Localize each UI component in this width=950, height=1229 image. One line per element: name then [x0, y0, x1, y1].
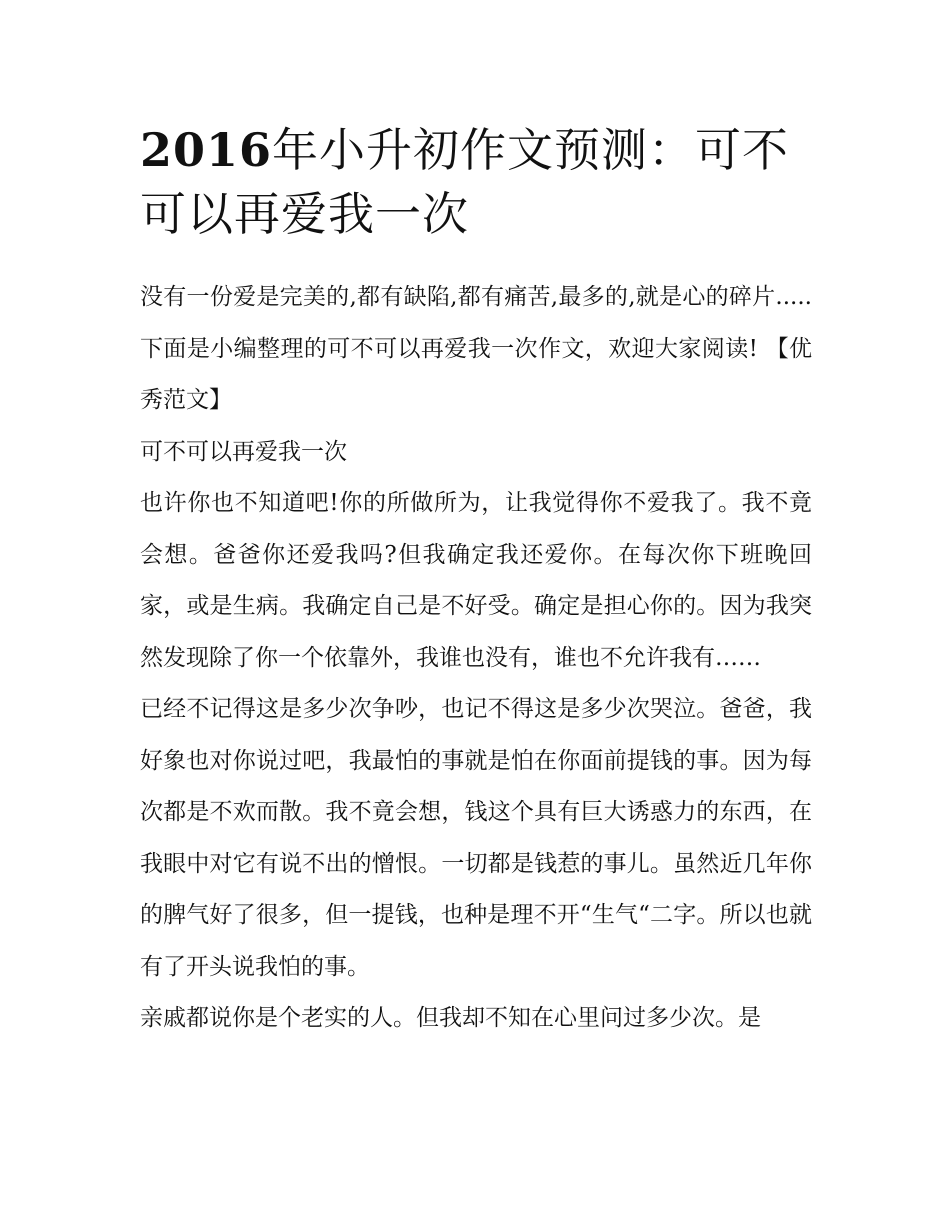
- essay-heading: 可不可以再爱我一次: [140, 438, 347, 465]
- body-paragraph: 已经不记得这是多少次争吵，也记不得这是多少次哭泣。爸爸，我好象也对你说过吧，我最怕的事就是怕在你面前提钱的事。因为每次都是不欢而散。我不竟会想，钱这个具有巨大诱惑力的东西，在我眼中对它有说不出的憎恨。一切都是钱惹的事儿。虽然近几年你的脾气好了很多，但一提钱，也种是理不开“生气“二字。所以也就有了开头说我怕的事。: [140, 696, 812, 980]
- intro-paragraph: 没有一份爱是完美的,都有缺陷,都有痛苦,最多的,就是心的碎片.....下面是小编整理的可不可以再爱我一次作文，欢迎大家阅读! 【优秀范文】: [140, 284, 812, 413]
- title-text: 年小升初作文预测：可不可以再爱我一次: [140, 123, 790, 241]
- title-year: 2016: [140, 123, 273, 177]
- document-body: [140, 272, 812, 1045]
- body-paragraph: 亲戚都说你是个老实的人。但我却不知在心里问过多少次。是: [140, 1005, 761, 1031]
- body-paragraph: 也许你也不知道吧!你的所做所为，让我觉得你不爱我了。我不竟会想。爸爸你还爱我吗?但我确定我还爱你。在每次你下班晚回家，或是生病。我确定自己是不好受。确定是担心你的。因为我突然发现除了你一个依靠外，我谁也没有，谁也不允许我有……: [140, 490, 812, 671]
- document-page: [140, 118, 812, 1045]
- document-title: [140, 118, 812, 246]
